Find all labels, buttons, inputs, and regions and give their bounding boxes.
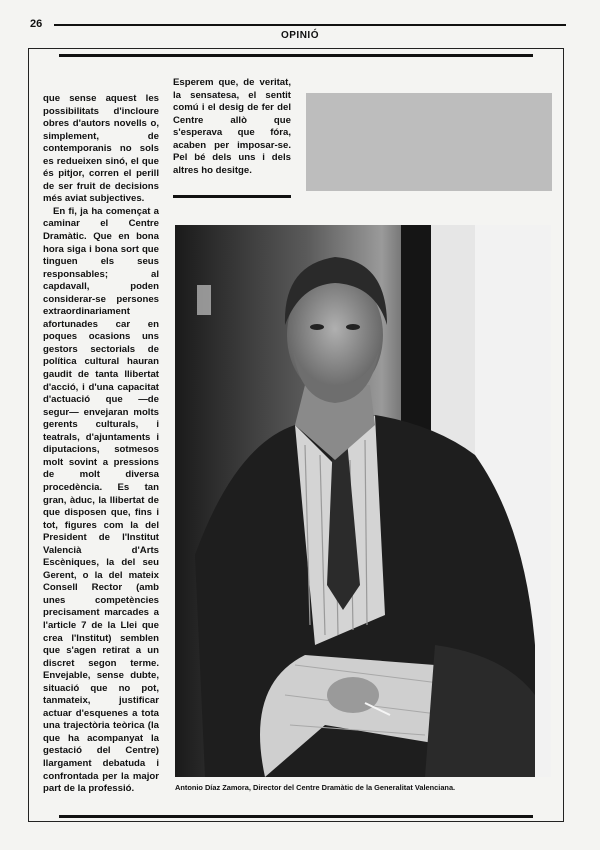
frame-bottom-rule [59, 815, 533, 818]
header-rule [54, 24, 566, 26]
photo-caption: Antonio Díaz Zamora, Director del Centre Dramàtic de la Generalitat Valenciana. [175, 783, 456, 792]
article-frame [28, 48, 564, 822]
left-column [43, 93, 159, 796]
page-number: 26 [30, 18, 43, 30]
portrait-illustration [175, 225, 551, 777]
column-end-rule [173, 195, 291, 198]
frame-top-rule [59, 54, 533, 57]
middle-column [173, 77, 291, 177]
section-title: OPINIÓ [280, 30, 319, 41]
paragraph: que sense aquest les possibilitats d'incloure obres d'autors novells o, simplement, de contemporanis no sols es redueixen sinó, el que és pitjor, corren el perill de ser fruit de decisions més aviat subjectives. [43, 93, 159, 205]
portrait-photo [175, 225, 551, 777]
paragraph: En fi, ja ha començat a caminar el Centre Dramàtic. Que en bona hora siga i bona sort que tinguen els seus responsables; al capdavall, poden considerar-se persones extraordinariament afortunades car en poques ocasions uns gestors sectorials de política cultural hauran gaudit de tanta llibertat d'acció, i d'una capacitat d'actuació que —de segur— envejaran molts gerents culturals, i teatrals, d'ajuntaments i diputacions, sotmesos molt sovint a pressions de molt diversa procedència. Es tan gran, àduc, la llibertat de que disposen que, fins i tot, figures com la del President de l'Institut Valencià d'Arts Escèniques, la del seu Gerent, o la del mateix Consell Rector (amb unes competències precisament marcades a l'article 7 de la Llei que crea l'Institut) semblen que s'agen retirat a un discret segon terme. Envejable, sense dubte, situació que no pot, tanmateix, justificar actuar d'esquenes a tota una trajectòria teòrica (la que ha acompanyat la gestació del Centre) llargament debatuda i confrontada per la major part de la professió. [43, 205, 159, 795]
paragraph: Esperem que, de veritat, la sensatesa, el sentit comú i el desig de fer del Centre allò que s'esperava que fóra, acaben per imposar-se. Pel bé dels uns i dels altres ho desitge. [173, 77, 291, 176]
gray-placeholder-box [306, 93, 552, 191]
